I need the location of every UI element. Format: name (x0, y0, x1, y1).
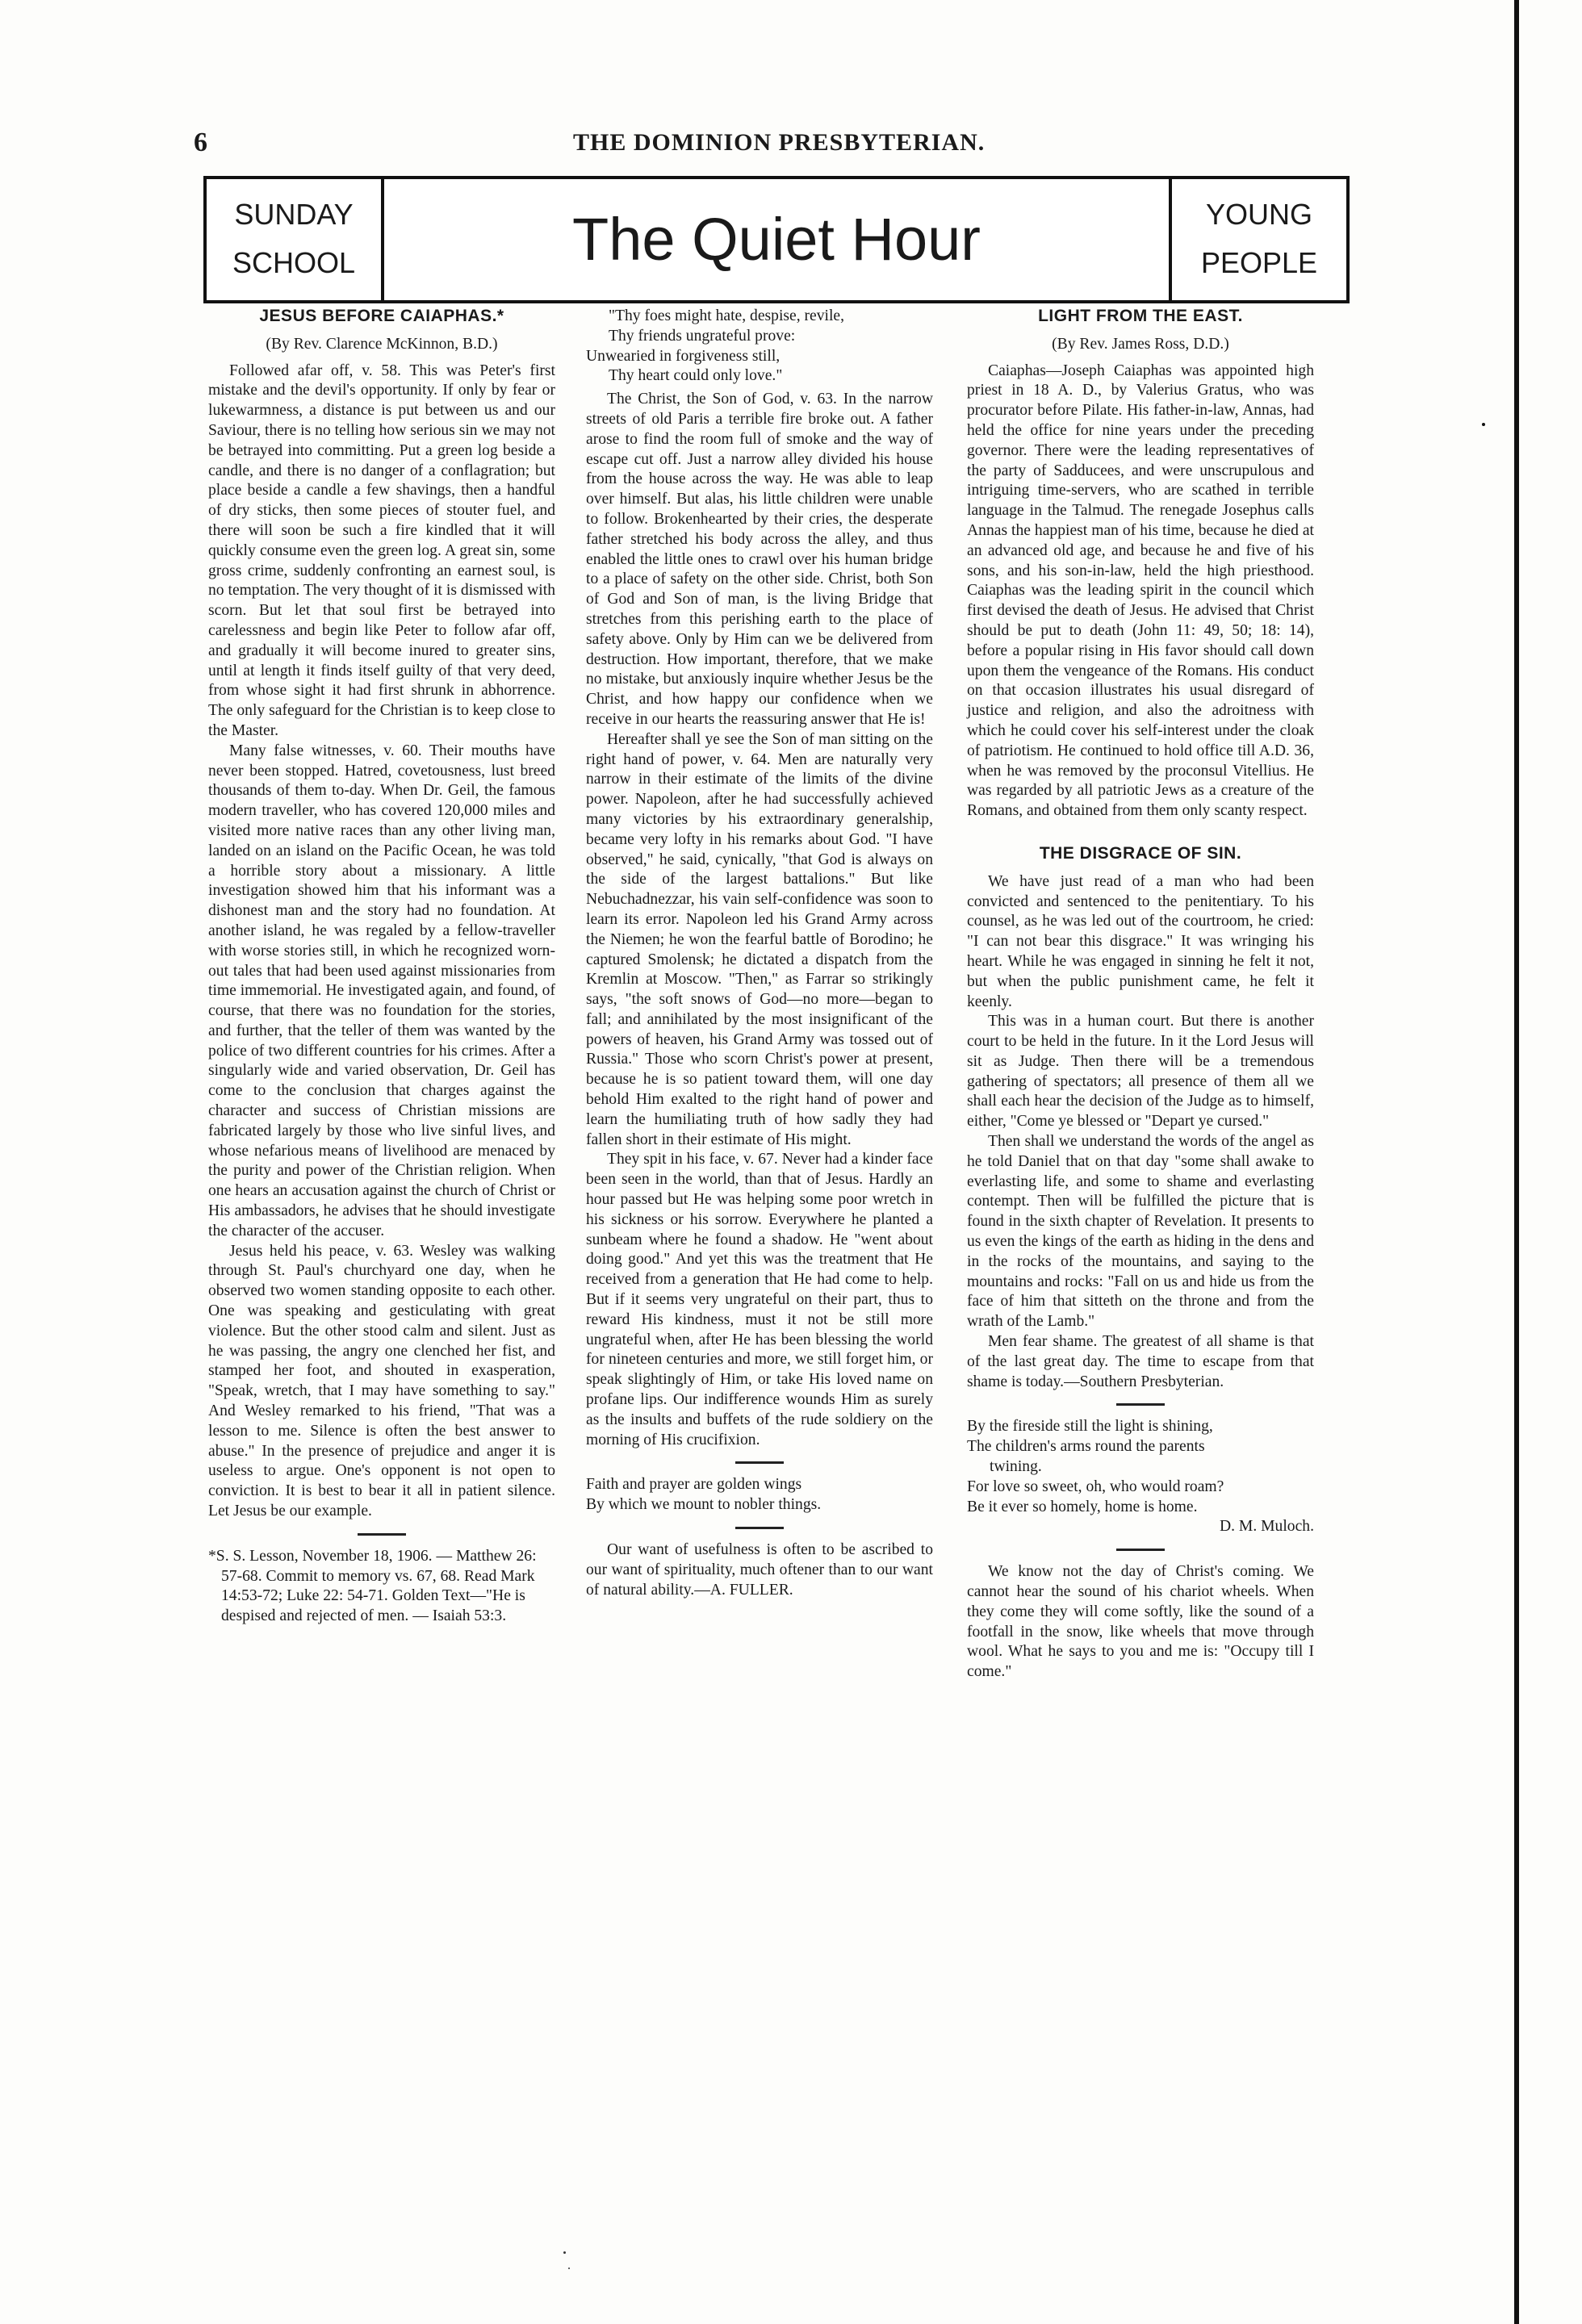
article-paragraph: The Christ, the Son of God, v. 63. In the narrow streets of old Paris a terrible fire broke out. A father arose to find the room full of smoke and the way of escape cut off. Just a narrow alley divided his house from the house across the way. He was able to leap over himself. But alas, his little children were unable to follow. Brokenhearted by their cries, the desperate father stretched his body across the alley, and thus enabled the little ones to crawl over his human bridge to a place of safety on the other side. Christ, both Son of God and Son of man, is the living Bridge that stretches from this perishing earth to the place of safety above. Only by Him can we be delivered from destruction. How important, therefore, that we make no mistake, but anxiously inquire whether Jesus be the Christ, and how happy our confidence when we receive in our hearts the reassuring answer that He is! (586, 391, 933, 728)
article-paragraph: Then shall we understand the words of the angel as he told Daniel that on that day "some shall awake to everlasting life, and some to shame and everlasting contempt. Then will be fulfilled the picture that is found in the sixth chapter of Revelation. It presents to us even the kings of the earth as hiding in the dens and in the rocks of the mountains, and saying to the mountains and rocks: "Fall on us and hide us from the face of him that sitteth on the throne and from the wrath of the Lamb." (967, 1133, 1314, 1331)
article-headline-light-from-the-east: LIGHT FROM THE EAST. (1038, 307, 1243, 325)
column-divider-rule (1116, 1549, 1165, 1551)
article-paragraph: Jesus held his peace, v. 63. Wesley was walking through St. Paul's churchyard one day, when he observed two women standing opposite to each other. One was speaking and gesticulating with great violence. But the other stood calm and silent. Just as he was passing, the angry one clenched her fist, and stamped her foot, and shouted in exasperation, "Speak, wretch, that I may have something to say." And Wesley remarked to his friend, "That was a lesson to me. Silence is often the best answer to abuse." In the presence of prejudice and anger it is useless to argue. One's opponent is not open to conviction. It is best to bear it all in patient silence. Let Jesus be our example. (208, 1242, 555, 1520)
column-1 (208, 307, 555, 1643)
lesson-footnote: *S. S. Lesson, November 18, 1906. — Matthew 26: 57-68. Commit to memory vs. 67, 68. Read Mark 14:53-72; Luke 22: 54-71. Golden Text—"He is despised and rejected of men. — Isaiah 53:3. (208, 1547, 537, 1625)
article-paragraph: This was in a human court. But there is another court to be held in the future. In it the Lord Jesus will sit as Judge. Then there will be a tremendous gathering of spectators; all presence of them all we shall each hear the decision of the Judge as to himself, either, "Come ye blessed or "Depart ye cursed." (967, 1013, 1314, 1131)
verse-line: Thy friends ungrateful prove: (609, 327, 796, 345)
verse-block (586, 307, 933, 387)
couplet-block (586, 1475, 933, 1515)
column-3 (967, 307, 1314, 1682)
article-paragraph: Hereafter shall ye see the Son of man sitting on the right hand of power, v. 64. Men are naturally very narrow in their estimate of the limits of the divine power. Napoleon, after he had successfully achieved many victories by his extraordinary generalship, became very lofty in his remarks about God. "I have observed," he said, cynically, "that God is always on the side of the largest battalions." But like Nebuchadnezzar, his vain self-confidence was soon to learn its error. Napoleon led his Grand Army across the Niemen; he won the fearful battle of Borodino; he captured Smolensk; he dictated a dispatch from the Kremlin at Moscow. "Then," as Farrar so strikingly says, "the soft snows of God—no more—began to fall; and annihilated by the most insignificant of the powers of heaven, his Grand Army was tossed out of Russia." Those who scorn Christ's power at present, because he is so patient toward them, will one day behold Him exalted to the right hand of power and learn the humiliating truth of how sadly they had fallen short in their estimate of His might. (586, 730, 933, 1148)
verse-author: D. M. Muloch. (1219, 1518, 1314, 1536)
verse-line: Be it ever so homely, home is home. (967, 1498, 1198, 1515)
article-headline-disgrace-of-sin: THE DISGRACE OF SIN. (1039, 843, 1242, 863)
section-spacer (967, 821, 1314, 844)
print-speck (1482, 423, 1485, 426)
column-divider-rule (358, 1533, 406, 1536)
article-byline: (By Rev. Clarence McKinnon, B.D.) (266, 335, 498, 353)
verse-line: Thy heart could only love." (609, 367, 783, 385)
closing-paragraph: Our want of usefulness is often to be ascribed to our want of spirituality, much oftener than to our want of natural ability.—A. FULLER. (586, 1541, 933, 1599)
article-byline: (By Rev. James Ross, D.D.) (1052, 335, 1229, 353)
article-paragraph: Men fear shame. The greatest of all shame is that of the last great day. The time to escape from that shame is today.—Southern Presbyterian. (967, 1333, 1314, 1390)
page-number: 6 (194, 127, 207, 157)
verse-line: By the fireside still the light is shining, (967, 1418, 1213, 1436)
section-banner (203, 176, 1350, 303)
article-paragraph: Many false witnesses, v. 60. Their mouths have never been stopped. Hatred, covetousness, lust breed thousands of them to-day. When Dr. Geil, the famous modern traveller, who has covered 120,000 miles and visited more native races than any other living man, landed on an island on the Pacific Ocean, he was told a horrible story about a missionary. A little investigation showed him that his informant was a dishonest man and the story had no foundation. At another island, he was regaled by a fellow-traveller with worse stories still, in which he recognized worn-out tales that had been used against missionaries from time immemorial. He investigated again, and found, of course, that there was no foundation for the stories, and further, that the teller of them was wanted by the police of two different countries for his crimes. After a singularly wide and varied observation, Dr. Geil has come to the conclusion that charges against the character and success of Christian missions are fabricated largely by those who live sinful lives, and whose nefarious means of livelihood are menaced by the purity and power of the Christian religion. When one hears an accusation against the church of Christ or His ambassadors, he advises that he should investigate the character of the accuser. (208, 742, 555, 1239)
running-head (194, 127, 1364, 160)
banner-right-line2: PEOPLE (1200, 246, 1318, 279)
verse-block (967, 1417, 1314, 1537)
banner-left-line1: SUNDAY (234, 198, 354, 231)
banner-right-line1: YOUNG (1205, 198, 1312, 231)
couplet-line: Faith and prayer are golden wings (586, 1476, 802, 1494)
print-speck (563, 2251, 566, 2254)
article-paragraph: They spit in his face, v. 67. Never had a kinder face been seen in the world, than that of Jesus. Hardly an hour passed but He was helping some poor wretch in his sickness or his sorrow. Everywhere he planted a sunbeam where he found a shadow. He "went about doing good." And yet this was the treatment that He received from a generation that He had come to help. But if it seems very ungrateful on their part, thus to reward His kindness, must it not be still more ungrateful when, after He has been blessing the world for nineteen centuries and more, we still forget him, or speak slightingly of Him, or take His loved name on profane lips. Our indifference wounds Him as surely as the insults and buffets of the rude soldiery on the morning of His crucifixion. (586, 1151, 933, 1448)
banner-left-line2: SCHOOL (232, 246, 356, 279)
column-divider-rule (735, 1461, 784, 1464)
couplet-line: By which we mount to nobler things. (586, 1496, 822, 1514)
verse-line: Unwearied in forgiveness still, (586, 347, 781, 365)
banner-right-box (1169, 179, 1346, 300)
print-speck (568, 2268, 570, 2269)
article-paragraph: Followed afar off, v. 58. This was Peter's first mistake and the devil's opportunity. If only by fear or lukewarmness, a distance is put between us and our Saviour, there is no telling how serious sin we may not be betrayed into committing. Put a green log beside a candle, and there is no danger of a conflagration; but place beside a candle a few shavings, then a handful of dry sticks, then some pieces of stouter fuel, and there will soon be such a fire kindled that it will quickly consume even the green log. A great sin, some gross crime, suddenly confronting an earnest soul, is no temptation. The very thought of it is dismissed with scorn. But let that soul first be betrayed into carelessness and begin like Peter to follow afar off, and gradually it will become inured to greater sins, until at length it finds itself guilty of that very deed, from whose sight it had first shrunk in abhorrence. The only safeguard for the Christian is to keep close to the Master. (208, 362, 555, 739)
banner-title: The Quiet Hour (572, 206, 981, 273)
verse-line: "Thy foes might hate, despise, revile, (609, 307, 845, 324)
column-divider-rule (735, 1527, 784, 1529)
verse-line: For love so sweet, oh, who would roam? (967, 1478, 1224, 1495)
verse-line: The children's arms round the parents (967, 1438, 1205, 1456)
article-headline-jesus-before-caiaphas: JESUS BEFORE CAIAPHAS.* (259, 307, 504, 325)
journal-title: THE DOMINION PRESBYTERIAN. (573, 129, 986, 156)
column-divider-rule (1116, 1403, 1165, 1406)
article-paragraph: Caiaphas—Joseph Caiaphas was appointed high priest in 18 A. D., by Valerius Gratus, who was procurator before Pilate. His father-in-law, Annas, had held the office for nine years under the preceding governor. There were the leading representatives of the party of Sadducees, and were unscrupulous and intriguing time-servers, who are scathed in terrible language in the Talmud. The renegade Josephus calls Annas the happiest man of his time, because he died at an advanced old age, and because he and five of his sons, and his son-in-law, held the high priesthood. Caiaphas was the leading spirit in the council which first devised the death of Jesus. He advised that Christ should be put to death (John 11: 49, 50; 18: 14), before a popular rising in His favor should call down upon them the vengeance of the Romans. His conduct on that occasion illustrates his usual disregard of justice and religion, and also the adroitness with which he could cover his self-interest under the cloak of patriotism. He continued to hold office till A.D. 36, when he was removed by the proconsul Vitellius. He was regarded by all patriotic Jews as a creature of the Romans, and obtained from them only scanty respect. (967, 362, 1314, 820)
banner-left-box (207, 179, 384, 300)
closing-paragraph: We know not the day of Christ's coming. We cannot hear the sound of his chariot wheels. When they come they will come softly, like the sound of a footfall in the snow, like wheels that move through wool. What he says to you and me is: "Occupy till I come." (967, 1563, 1314, 1681)
page-edge-rule (1514, 0, 1519, 2324)
article-paragraph: We have just read of a man who had been convicted and sentenced to the penitentiary. To his counsel, as he was led out of the courtroom, he cried: "I can not bear this disgrace." It was wringing his heart. While he was engaged in sinning he felt it not, but when the public punishment came, he felt it keenly. (967, 872, 1314, 1010)
verse-line: twining. (990, 1458, 1042, 1476)
column-2 (586, 307, 933, 1600)
